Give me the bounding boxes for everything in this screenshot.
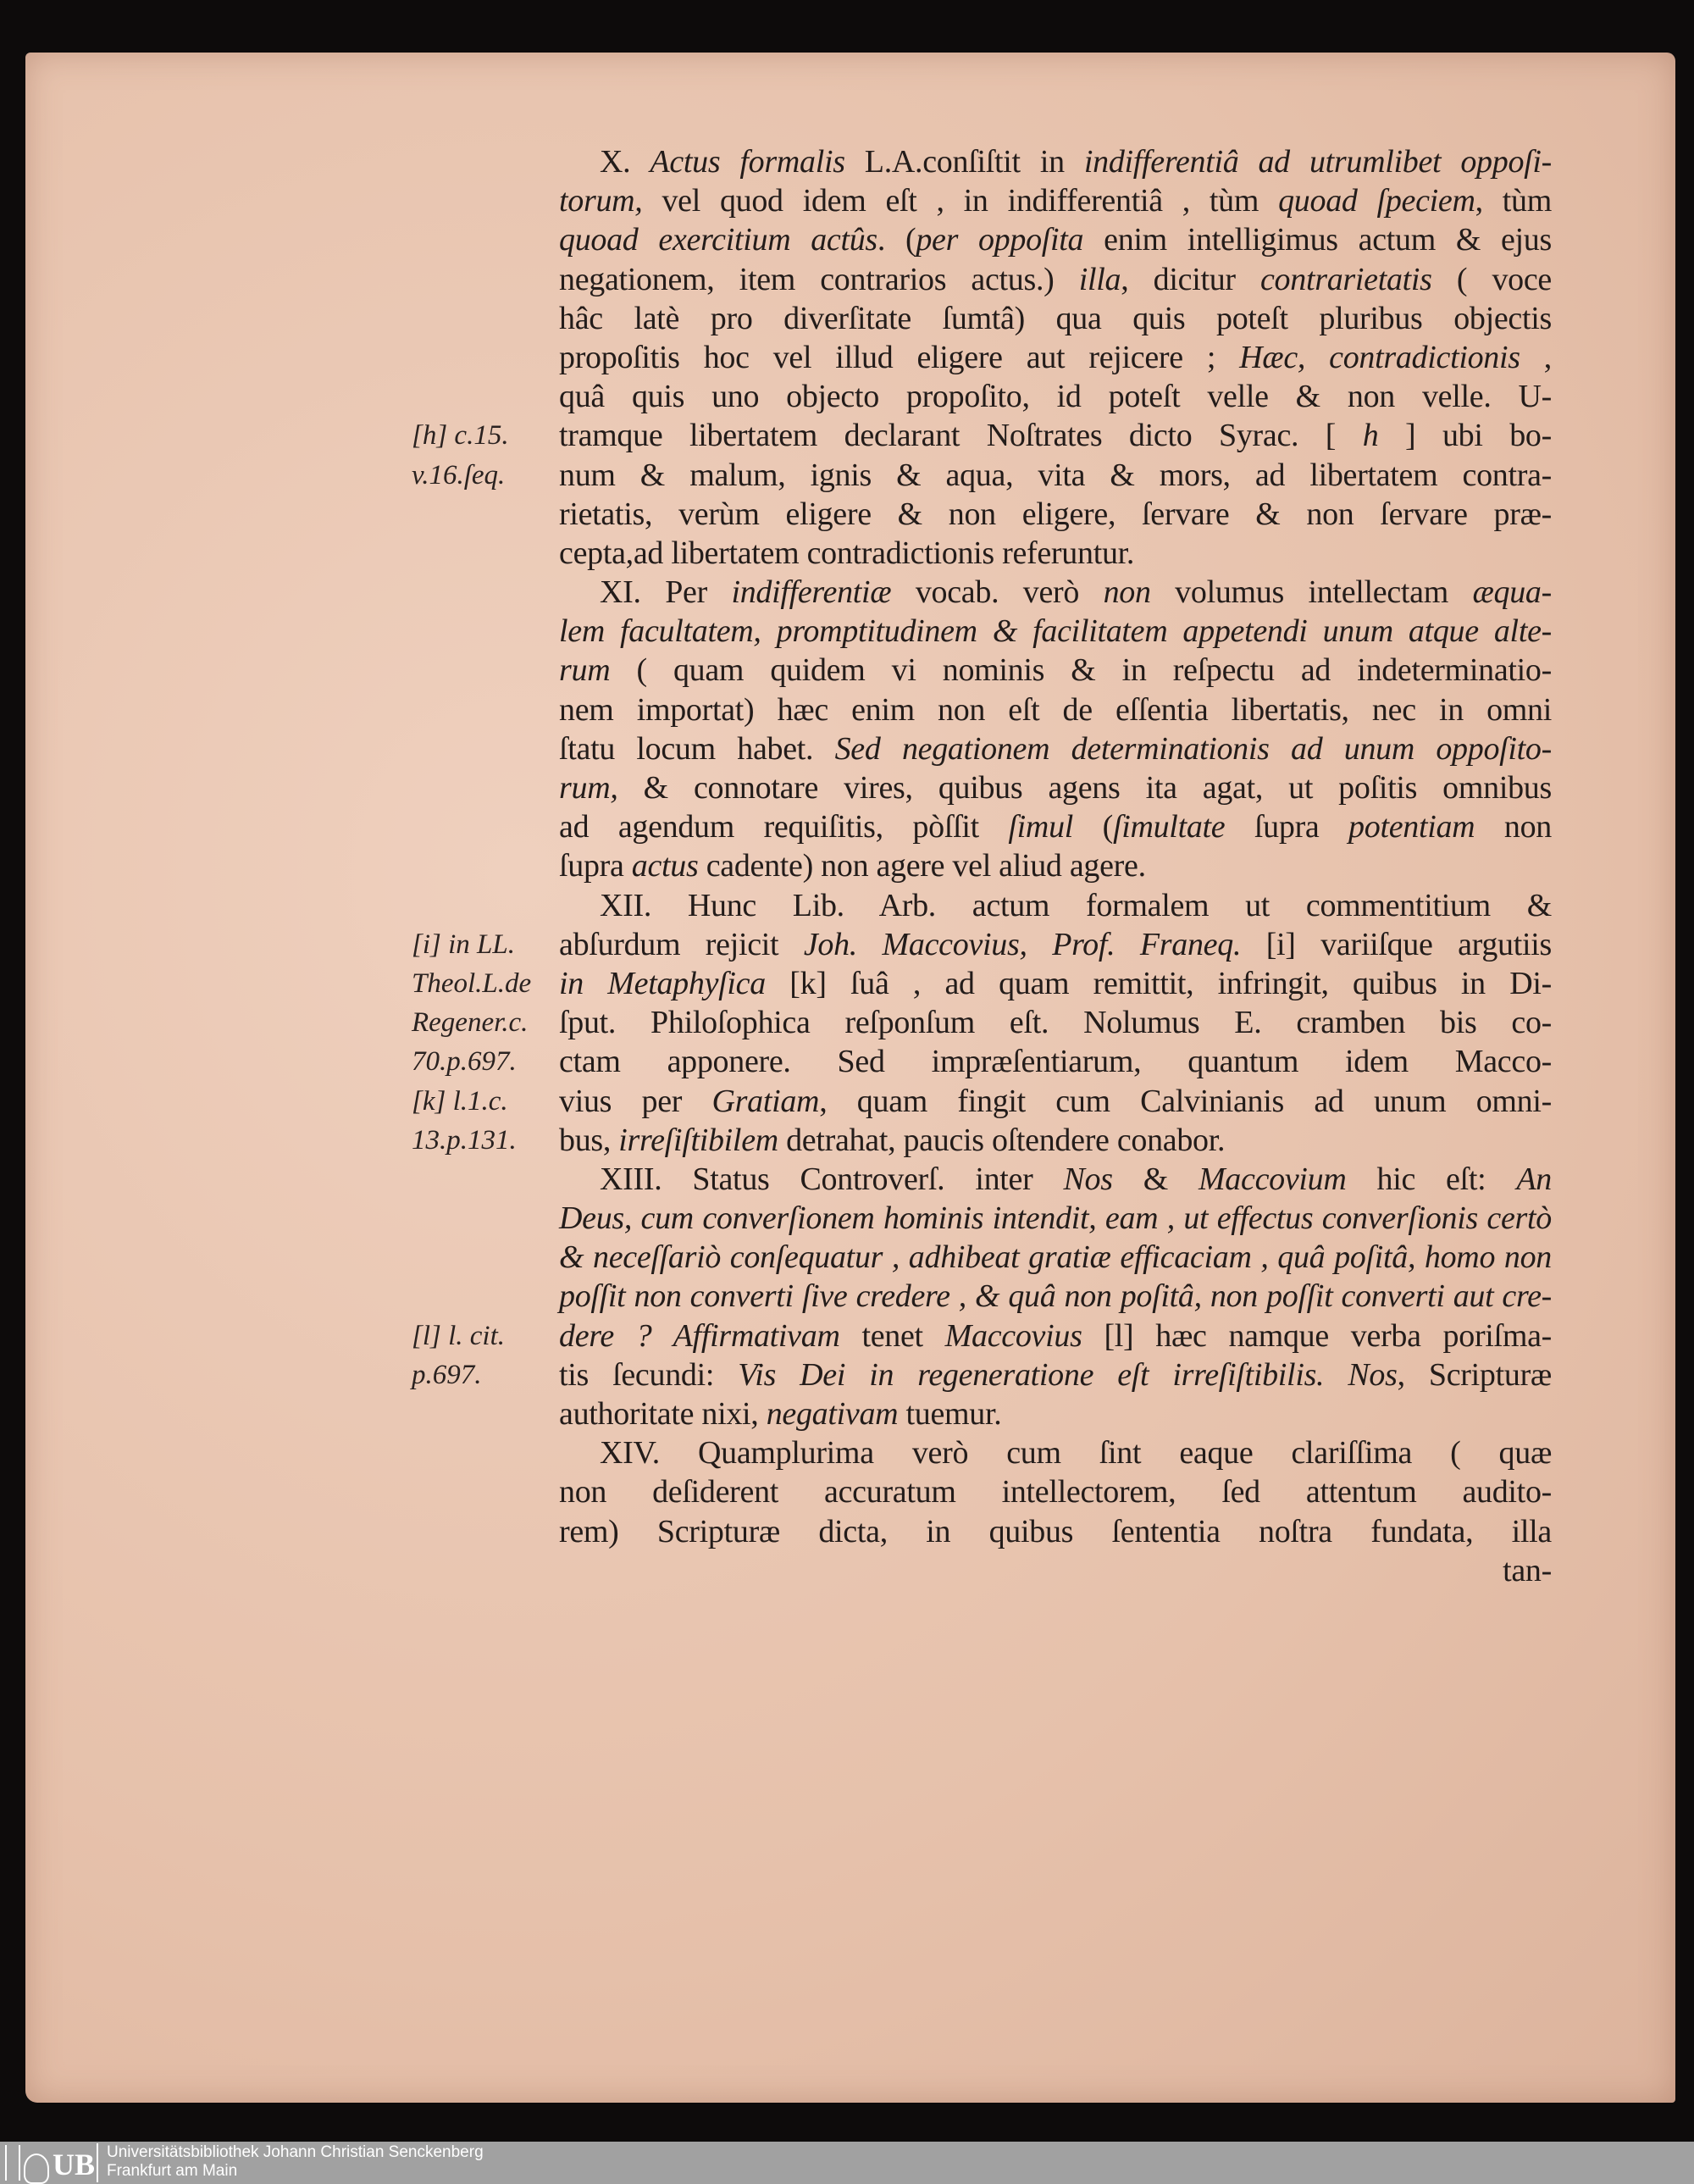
text-segment: XIV. Quamplurima verò cum ſint eaque clariſſima ( quæ	[600, 1435, 1552, 1472]
text-line	[559, 1433, 1552, 1472]
italic-segment: h	[1362, 418, 1379, 454]
italic-segment: indifferentiâ ad utrumlibet oppoſi-	[1083, 144, 1553, 180]
text-segment: . (	[877, 222, 916, 258]
text-line	[559, 534, 1552, 573]
text-segment: XIII. Status Controverſ. inter	[600, 1161, 1064, 1197]
text-segment: tis ſecundi:	[559, 1356, 739, 1393]
italic-segment: Maccovius	[944, 1317, 1082, 1354]
italic-segment: Vis Dei in regeneratione eſt irreſiſtibilis.	[738, 1356, 1325, 1393]
text-segment: ſupra	[559, 848, 632, 884]
text-segment: , tùm	[1475, 183, 1553, 219]
text-segment: rem) Scripturæ dicta, in quibus ſententia noſtra fundata, illa	[559, 1513, 1552, 1549]
text-segment: non deſiderent accuratum intellectorem, ſed attentum audito-	[559, 1474, 1552, 1511]
italic-segment: quoad exercitium actûs	[559, 222, 877, 258]
library-name: Universitätsbibliothek Johann Christian Senckenberg	[107, 2143, 484, 2161]
text-row	[0, 1355, 1694, 1394]
text-row	[0, 1551, 1694, 1590]
text-segment: tuemur.	[898, 1396, 1002, 1432]
text-segment: tan-	[1503, 1552, 1552, 1588]
page-text	[0, 142, 1694, 1590]
italic-segment: potentiam	[1348, 809, 1475, 845]
text-line	[559, 651, 1552, 690]
text-segment: cepta,ad libertatem contradictionis referuntur.	[559, 535, 1135, 571]
text-row	[0, 807, 1694, 846]
text-segment: vel quod idem eſt , in indifferentiâ , tùm	[642, 183, 1279, 219]
text-line	[559, 690, 1552, 729]
text-row	[0, 1238, 1694, 1277]
text-segment: bus,	[559, 1122, 619, 1158]
text-line	[559, 886, 1552, 925]
margin-note: [l] l. cit.	[412, 1320, 506, 1351]
text-row	[0, 1003, 1694, 1042]
catchword	[559, 1551, 1552, 1590]
text-segment: ſput. Philoſophica reſponſum eſt. Nolumus E. cramben bis co-	[559, 1005, 1552, 1041]
italic-segment: contrarietatis	[1259, 261, 1432, 297]
italic-segment: negativam	[766, 1396, 899, 1432]
library-city: Frankfurt am Main	[107, 2162, 238, 2180]
italic-segment: Joh. Maccovius, Prof. Franeq.	[803, 926, 1242, 962]
text-line	[559, 181, 1552, 220]
text-row	[0, 651, 1694, 690]
italic-segment: actus	[631, 848, 699, 884]
text-row	[0, 729, 1694, 768]
italic-segment: dere ? Affirmativam	[559, 1317, 840, 1354]
italic-segment: rum	[559, 652, 611, 689]
text-segment: authoritate nixi,	[559, 1396, 767, 1432]
text-segment: XII. Hunc Lib. Arb. actum formalem ut commentitium &	[600, 887, 1552, 923]
text-line	[559, 1082, 1552, 1121]
text-segment: volumus intellectam	[1150, 574, 1473, 611]
italic-segment: Hæc, contradictionis	[1239, 339, 1520, 375]
text-segment: [k] ſuâ , ad quam remittit, infringit, quibus in Di-	[765, 965, 1552, 1001]
text-row	[0, 377, 1694, 416]
text-segment: abſurdum rejicit	[559, 926, 804, 962]
margin-note: p.697.	[412, 1359, 482, 1390]
logo-text: UB	[53, 2148, 96, 2181]
text-line	[559, 1316, 1552, 1355]
italic-segment: non	[1103, 574, 1151, 611]
text-row	[0, 456, 1694, 495]
text-segment	[1324, 1357, 1348, 1393]
margin-note: [i] in LL.	[412, 928, 515, 960]
text-line	[559, 220, 1552, 259]
text-line	[559, 299, 1552, 338]
text-segment: L.A.conſiſtit in	[844, 144, 1084, 180]
text-segment: ctam apponere. Sed impræſentiarum, quantum idem Macco-	[559, 1044, 1552, 1080]
text-line	[559, 729, 1552, 768]
text-segment: tramque libertatem declarant Noſtrates dicto Syrac. [	[559, 418, 1363, 454]
library-footer-bar	[0, 2142, 1694, 2184]
italic-segment: illa	[1078, 261, 1121, 297]
text-line	[559, 1472, 1552, 1511]
italic-segment: indifferentiæ	[731, 574, 892, 611]
text-row	[0, 1199, 1694, 1238]
text-row	[0, 495, 1694, 534]
italic-segment: rum,	[559, 770, 618, 806]
text-segment: hâc latè pro diverſitate ſumtâ) qua quis poteſt pluribus objectis	[559, 300, 1552, 336]
text-row	[0, 1433, 1694, 1472]
margin-note: Regener.c.	[412, 1007, 529, 1039]
italic-segment: per oppoſita	[916, 222, 1084, 258]
logo-bars-icon	[5, 2145, 20, 2181]
text-line	[559, 338, 1552, 377]
italic-segment: in Metaphyſica	[559, 965, 766, 1001]
text-row	[0, 690, 1694, 729]
text-line	[559, 925, 1552, 964]
text-segment: ( voce	[1431, 261, 1552, 297]
text-row	[0, 1512, 1694, 1551]
italic-segment: lem facultatem, promptitudinem & facilitatem appetendi unum atque alte-	[559, 613, 1552, 650]
text-line	[559, 768, 1552, 807]
text-row	[0, 299, 1694, 338]
text-row	[0, 1316, 1694, 1355]
italic-segment: irreſiſtibilem	[618, 1122, 778, 1158]
text-segment: , dicitur	[1121, 261, 1260, 297]
italic-segment: & neceſſariò conſequatur , adhibeat gratiæ efficaciam , quâ poſitâ, homo non	[559, 1239, 1552, 1276]
text-segment: ſupra	[1225, 809, 1349, 845]
text-segment: (	[1073, 809, 1113, 845]
text-row	[0, 612, 1694, 651]
text-segment: X.	[600, 144, 650, 180]
italic-segment: Actus formalis	[650, 144, 845, 180]
text-segment: ad agendum requiſitis, pòſſit	[559, 809, 1009, 845]
text-row	[0, 181, 1694, 220]
text-row	[0, 1121, 1694, 1160]
italic-segment: ſimultate	[1112, 809, 1226, 845]
margin-note: v.16.ſeq.	[412, 459, 506, 491]
text-row	[0, 1160, 1694, 1199]
italic-segment: æqua-	[1472, 574, 1552, 611]
text-row	[0, 260, 1694, 299]
text-segment: quâ quis uno objecto propoſito, id poteſt velle & non velle. U-	[559, 379, 1552, 415]
text-line	[559, 1394, 1552, 1433]
text-row	[0, 416, 1694, 455]
logo-portrait-icon	[24, 2154, 49, 2184]
text-segment: negationem, item contrarios actus.)	[559, 261, 1079, 297]
italic-segment: An	[1516, 1161, 1552, 1197]
text-segment: detrahat, paucis oſtendere conabor.	[778, 1122, 1226, 1158]
text-row	[0, 846, 1694, 885]
italic-segment: Deus, cum converſionem hominis intendit, eam , ut effectus converſionis certò	[559, 1200, 1552, 1237]
italic-segment: quoad ſpeciem	[1278, 183, 1475, 219]
text-row	[0, 964, 1694, 1003]
text-row	[0, 1042, 1694, 1081]
italic-segment: Maccovium	[1198, 1161, 1347, 1197]
text-segment: ſtatu locum habet.	[559, 730, 835, 767]
text-row	[0, 1082, 1694, 1121]
text-segment: [i] variiſque argutiis	[1241, 926, 1553, 962]
text-segment: XI. Per	[600, 574, 732, 611]
text-line	[559, 573, 1552, 612]
text-line	[559, 456, 1552, 495]
text-line	[559, 1277, 1552, 1316]
margin-note: 70.p.697.	[412, 1046, 517, 1078]
text-line	[559, 612, 1552, 651]
text-segment: tenet	[839, 1317, 945, 1354]
text-line	[559, 1160, 1552, 1199]
ub-logo	[3, 2143, 98, 2182]
italic-segment: Nos	[1063, 1161, 1113, 1197]
italic-segment: Nos	[1348, 1356, 1398, 1393]
text-segment: non	[1475, 809, 1552, 845]
text-segment: ( quam quidem vi nominis & in reſpectu ad indeterminatio-	[610, 652, 1552, 689]
text-row	[0, 925, 1694, 964]
text-line	[559, 495, 1552, 534]
italic-segment: Sed negationem determinationis ad unum oppoſito-	[834, 730, 1552, 767]
text-line	[559, 1042, 1552, 1081]
text-row	[0, 1394, 1694, 1433]
text-segment: num & malum, ignis & aqua, vita & mors, ad libertatem contra-	[559, 457, 1552, 493]
margin-note: [k] l.1.c.	[412, 1085, 508, 1117]
text-line	[559, 1121, 1552, 1160]
text-segment: , Scripturæ	[1397, 1356, 1552, 1393]
margin-note: Theol.L.de	[412, 967, 532, 999]
text-segment: , quam fingit cum Calvinianis ad unum omni-	[819, 1083, 1552, 1119]
text-segment: propoſitis hoc vel illud eligere aut rejicere ;	[559, 339, 1240, 375]
text-line	[559, 846, 1552, 885]
text-segment: [l] hæc namque verba poriſma-	[1082, 1317, 1552, 1354]
text-row	[0, 142, 1694, 181]
text-segment: cadente) non agere vel aliud agere.	[698, 848, 1146, 884]
text-segment: ,	[1520, 339, 1552, 375]
text-segment: enim intelligimus actum & ejus	[1083, 222, 1552, 258]
text-row	[0, 534, 1694, 573]
text-line	[559, 416, 1552, 455]
text-segment: & connotare vires, quibus agens ita agat, ut poſitis omnibus	[617, 770, 1552, 806]
text-row	[0, 220, 1694, 259]
text-line	[559, 1199, 1552, 1238]
text-line	[559, 1238, 1552, 1277]
text-segment: hic eſt:	[1346, 1161, 1517, 1197]
text-line	[559, 1355, 1552, 1394]
text-segment: &	[1112, 1161, 1199, 1197]
text-line	[559, 377, 1552, 416]
italic-segment: Gratiam	[711, 1083, 820, 1119]
margin-note: 13.p.131.	[412, 1124, 517, 1156]
text-line	[559, 142, 1552, 181]
text-row	[0, 573, 1694, 612]
text-line	[559, 1003, 1552, 1042]
text-line	[559, 1512, 1552, 1551]
text-segment: nem importat) hæc enim non eſt de eſſentia libertatis, nec in omni	[559, 691, 1552, 728]
italic-segment: torum,	[559, 183, 643, 219]
italic-segment: poſſit non converti ſive credere , & quâ non poſitâ, non poſſit converti aut cre-	[559, 1278, 1552, 1315]
text-row	[0, 338, 1694, 377]
text-row	[0, 886, 1694, 925]
text-line	[559, 260, 1552, 299]
text-segment: ] ubi bo-	[1378, 418, 1552, 454]
text-line	[559, 964, 1552, 1003]
text-segment: vius per	[559, 1083, 712, 1119]
text-row	[0, 1277, 1694, 1316]
italic-segment: ſimul	[1008, 809, 1074, 845]
text-line	[559, 807, 1552, 846]
text-segment: rietatis, verùm eligere & non eligere, ſervare & non ſervare præ-	[559, 496, 1552, 532]
text-row	[0, 1472, 1694, 1511]
margin-note: [h] c.15.	[412, 420, 509, 452]
text-row	[0, 768, 1694, 807]
text-segment: vocab. verò	[891, 574, 1104, 611]
